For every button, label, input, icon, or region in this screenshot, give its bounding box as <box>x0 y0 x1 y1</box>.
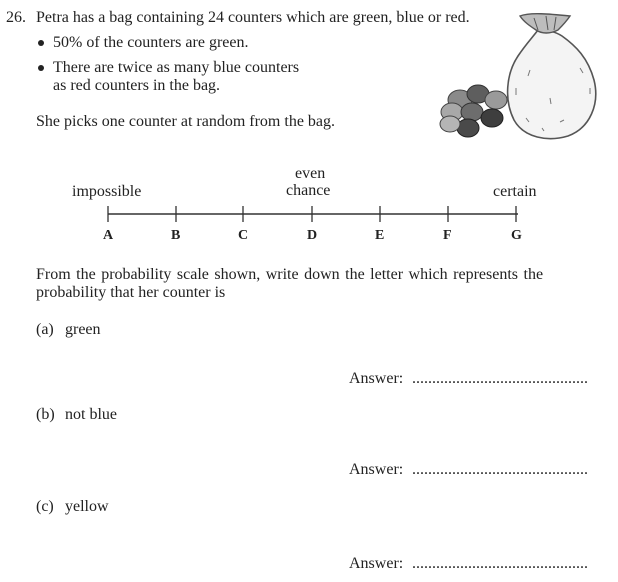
instruction-line2: probability that her counter is <box>36 284 226 301</box>
part-c-answer-label: Answer: <box>349 555 404 572</box>
scale-letter-g: G <box>511 228 522 243</box>
part-b-answer-field[interactable]: ............................................ <box>412 461 588 478</box>
scale-letter-c: C <box>238 228 249 243</box>
part-a-label: (a) <box>36 321 54 338</box>
part-b-answer-label: Answer: <box>349 461 404 478</box>
scale-label-certain: certain <box>493 183 537 200</box>
part-b-text: not blue <box>65 406 117 423</box>
bullet-blue-red-line2: as red counters in the bag. <box>53 77 221 94</box>
part-a-answer-field[interactable]: ............................................ <box>412 370 588 387</box>
scale-label-impossible: impossible <box>72 183 142 200</box>
question-number: 26. <box>6 9 26 26</box>
pick-text: She picks one counter at random from the bag. <box>36 113 336 130</box>
part-c-answer-field[interactable]: ............................................ <box>412 555 588 572</box>
question-intro: Petra has a bag containing 24 counters which are green, blue or red. <box>36 9 470 26</box>
scale-letter-a: A <box>103 228 114 243</box>
part-b-label: (b) <box>36 406 55 423</box>
scale-letter-e: E <box>375 228 385 243</box>
scale-label-chance: chance <box>286 182 331 199</box>
bullet-blue-red-line1: There are twice as many blue counters <box>53 59 300 76</box>
part-a-answer-label: Answer: <box>349 370 404 387</box>
scale-label-even: even <box>295 165 326 182</box>
scale-letter-f: F <box>443 228 452 243</box>
instruction-line1: From the probability scale shown, write down the letter which represents the <box>36 266 544 283</box>
scale-letter-b: B <box>171 228 181 243</box>
bullet-green-percent: 50% of the counters are green. <box>53 34 249 51</box>
part-a-text: green <box>65 321 101 338</box>
scale-letter-d: D <box>307 228 318 243</box>
part-c-label: (c) <box>36 498 54 515</box>
part-c-text: yellow <box>65 498 109 515</box>
